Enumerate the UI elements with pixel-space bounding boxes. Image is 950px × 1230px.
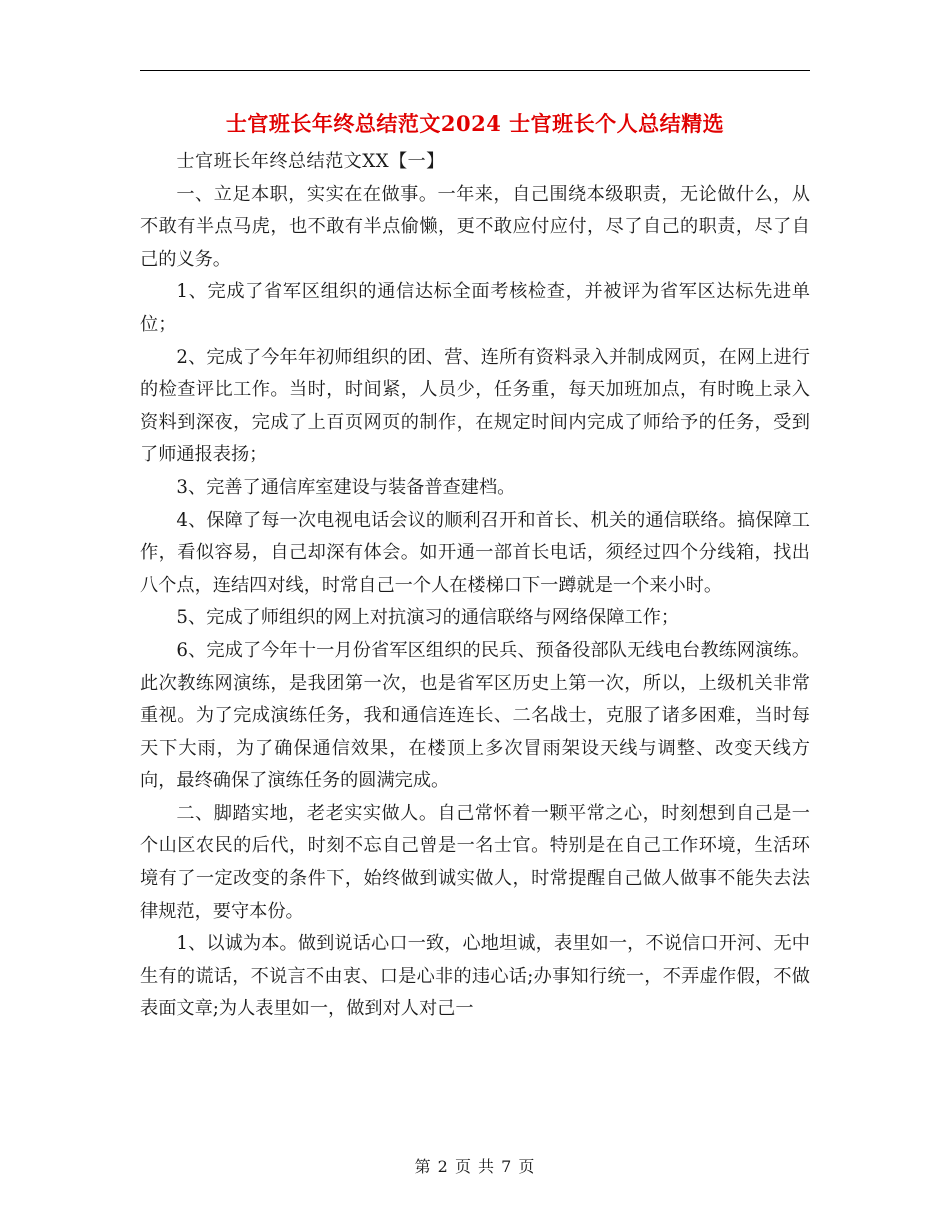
paragraph: 5、完成了师组织的网上对抗演习的通信联络与网络保障工作； xyxy=(176,607,680,629)
paragraph: 1、完成了省军区组织的通信达标全面考核检查，并被评为省军区达标先进单位； xyxy=(140,281,810,335)
paragraph: 1、以诚为本。做到说话心口一致，心地坦诚，表里如一，不说信口开河、无中生有的谎话，不说言不由衷、口是心非的违心话;办事知行统一，不弄虚作假，不做表面文章;为人表里如一，做到对人对己一 xyxy=(140,933,810,1020)
header-rule xyxy=(140,70,810,71)
section-subheading: 士官班长年终总结范文XX【一】 xyxy=(176,151,445,172)
paragraph: 3、完善了通信库室建设与装备普查建档。 xyxy=(176,476,516,498)
document-title: 士官班长年终总结范文2024 士官班长个人总结精选 xyxy=(225,111,725,136)
paragraph: 一、立足本职，实实在在做事。一年来，自己围绕本级职责，无论做什么，从不敢有半点马虎，也不敢有半点偷懒，更不敢应付应付，尽了自己的职责，尽了自己的义务。 xyxy=(140,183,810,270)
page-number: 第 2 页 共 7 页 xyxy=(414,1157,536,1176)
document-body xyxy=(140,146,810,1026)
paragraph: 2、完成了今年年初师组织的团、营、连所有资料录入并制成网页，在网上进行的检查评比工作。当时，时间紧，人员少，任务重，每天加班加点，有时晚上录入资料到深夜，完成了上百页网页的制作，在规定时间内完成了师给予的任务，受到了师通报表扬； xyxy=(140,346,810,466)
paragraph: 6、完成了今年十一月份省军区组织的民兵、预备役部队无线电台教练网演练。此次教练网演练，是我团第一次，也是省军区历史上第一次，所以，上级机关非常重视。为了完成演练任务，我和通信连连长、二名战士，克服了诸多困难，当时每天下大雨，为了确保通信效果，在楼顶上多次冒雨架设天线与调整、改变天线方向，最终确保了演练任务的圆满完成。 xyxy=(140,639,810,792)
paragraph: 二、脚踏实地，老老实实做人。自己常怀着一颗平常之心，时刻想到自己是一个山区农民的后代，时刻不忘自己曾是一名士官。特别是在自己工作环境，生活环境有了一定改变的条件下，始终做到诚实做人，时常提醒自己做人做事不能失去法律规范，要守本份。 xyxy=(140,802,810,922)
paragraph: 4、保障了每一次电视电话会议的顺利召开和首长、机关的通信联络。搞保障工作，看似容易，自己却深有体会。如开通一部首长电话，须经过四个分线箱，找出八个点，连结四对线，时常自己一个人在楼梯口下一蹲就是一个来小时。 xyxy=(140,509,810,596)
